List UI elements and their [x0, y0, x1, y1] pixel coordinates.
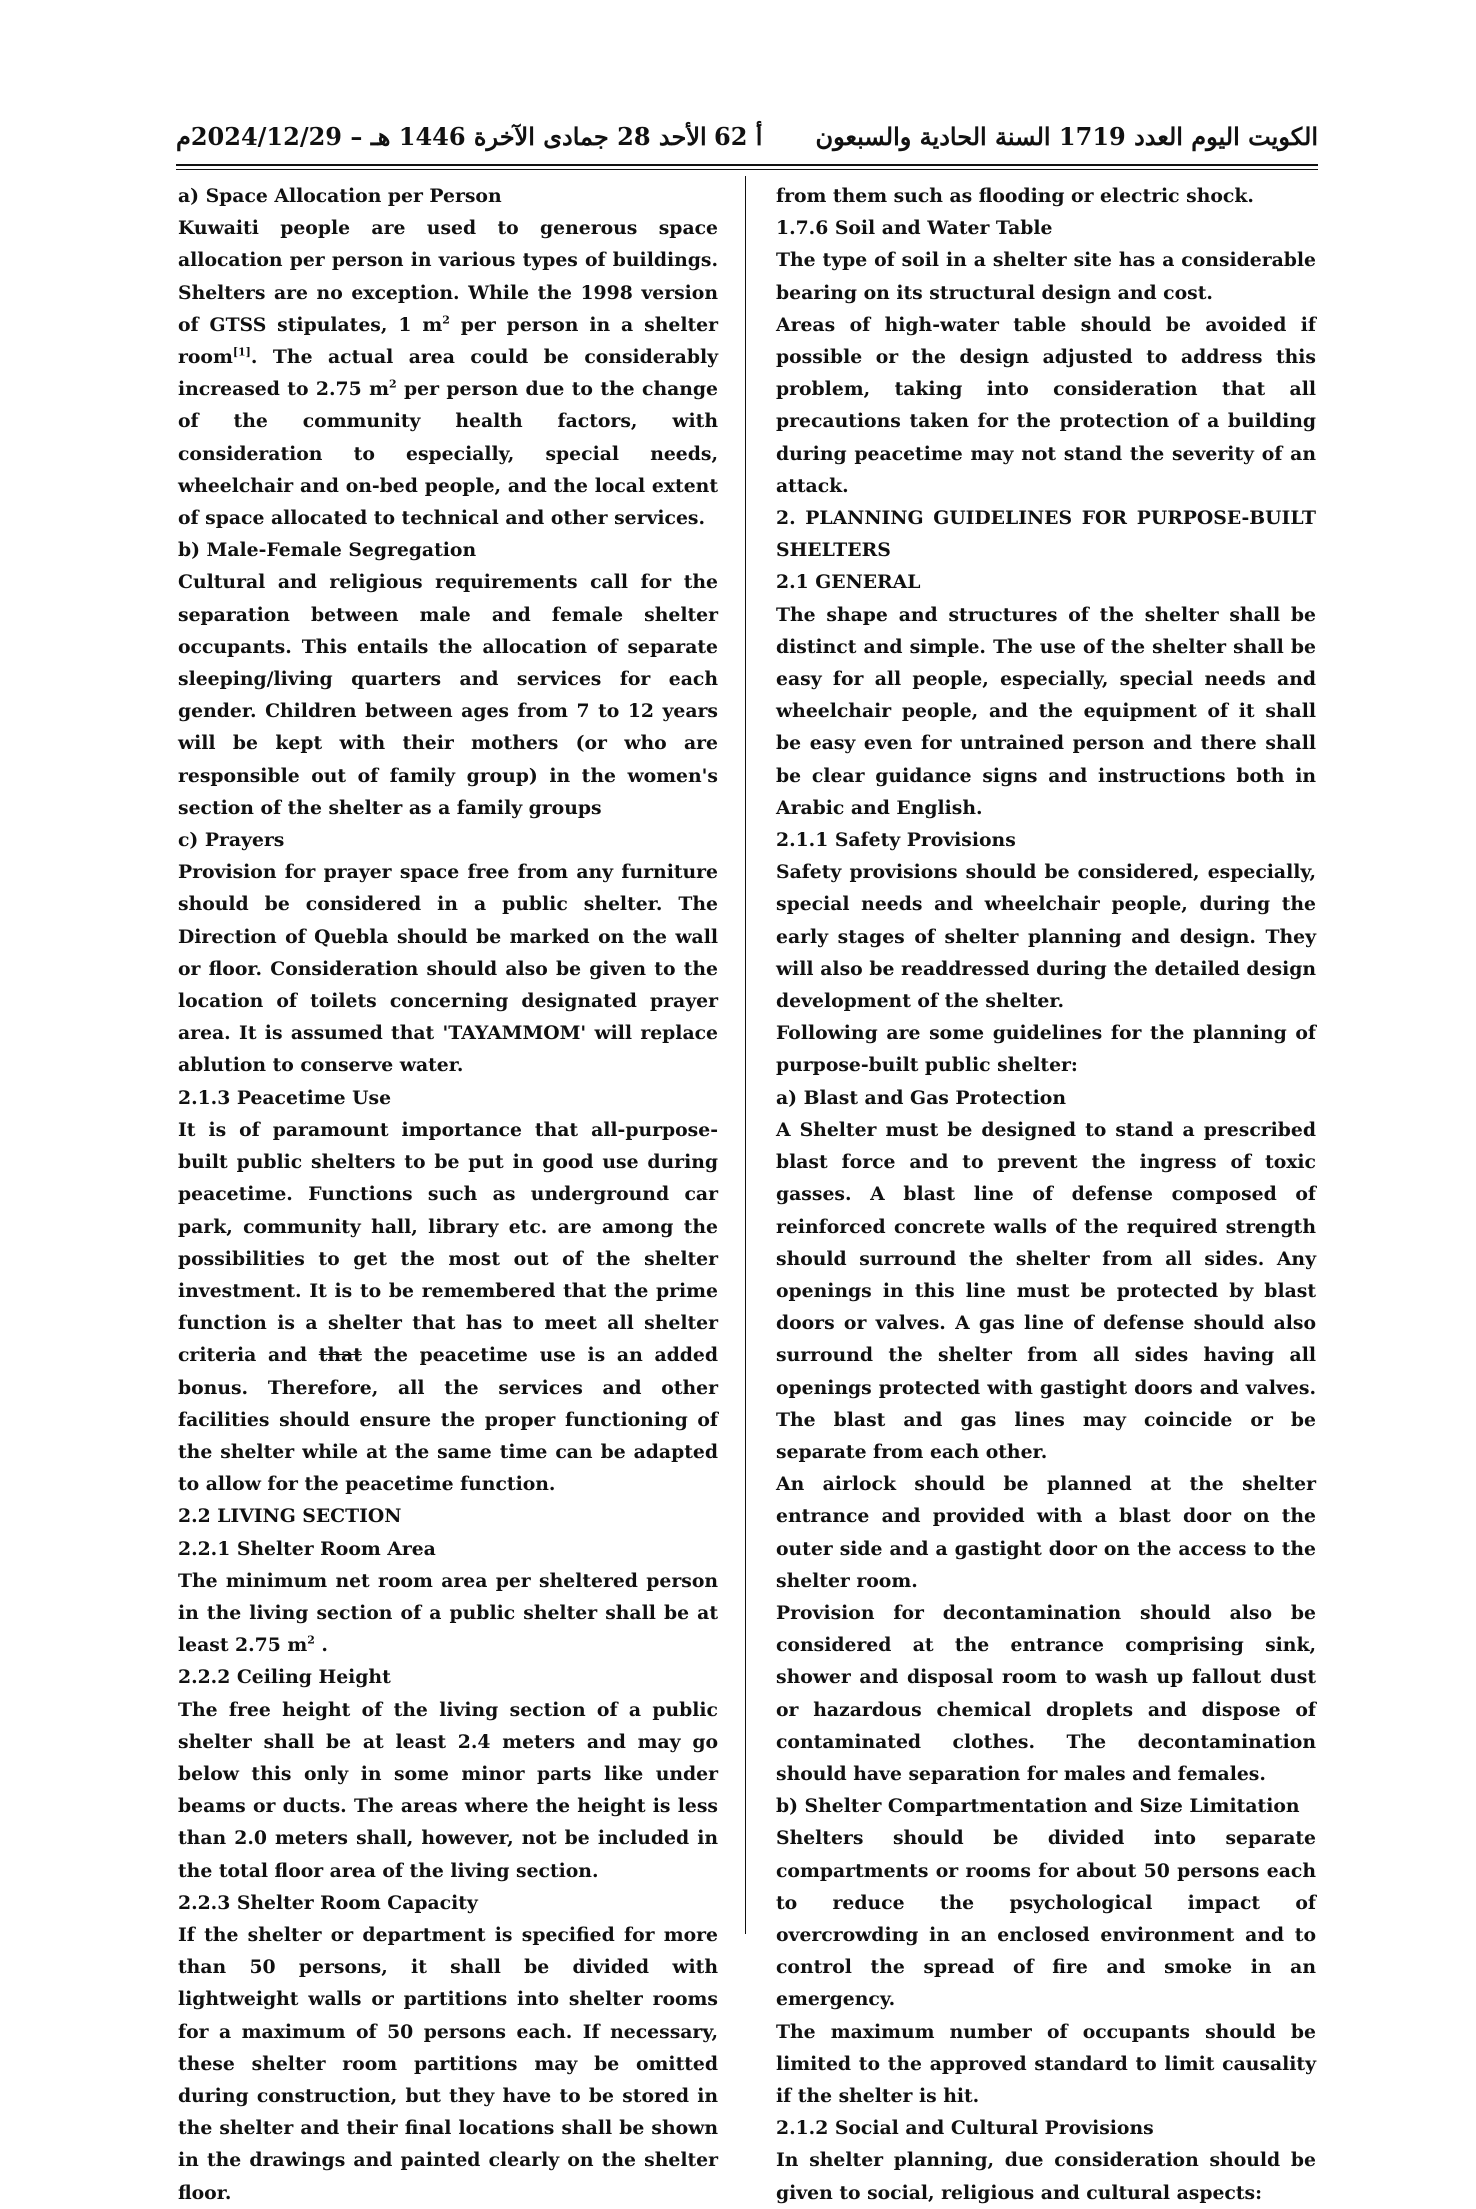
heading-social-cultural: 2.1.2 Social and Cultural Provisions	[776, 2117, 1154, 2140]
paragraph-general: The shape and structures of the shelter shall be distinct and simple. The use of the shelter shall be easy for all people, especially, special needs and wheelchair people, and the equipment of it shall be easy even for untrained person and there shall be clear guidance signs and instructions both in Arabic and English.	[776, 603, 1316, 819]
paragraph-social-cultural: In shelter planning, due consideration should be given to social, religious and cultural aspects:	[776, 2149, 1316, 2204]
heading-compartmentation: b) Shelter Compartmentation and Size Limitation	[776, 1795, 1300, 1818]
header-publication: الكويت اليوم العدد 1719 السنة الحادية والسبعون	[815, 122, 1318, 151]
paragraph-decontamination: Provision for decontamination should also be considered at the entrance comprising sink, shower and disposal room to wash up fallout dust or hazardous chemical droplets and dispose of contaminated clothes. The decontamination should have separation for males and females.	[776, 1601, 1316, 1785]
heading-ceiling-height: 2.2.2 Ceiling Height	[178, 1666, 391, 1689]
reference-1: [1]	[232, 345, 251, 359]
paragraph-water-table: Areas of high-water table should be avoided if possible or the design adjusted to address this problem, taking into consideration that all precautions taken for the protection of a building during peacetime may not stand the severity of an attack.	[776, 313, 1316, 497]
heading-segregation: b) Male-Female Segregation	[178, 539, 477, 562]
heading-peacetime-use: 2.1.3 Peacetime Use	[178, 1086, 392, 1109]
heading-blast-gas: a) Blast and Gas Protection	[776, 1086, 1066, 1109]
header-date: الأحد 28 جمادى الآخرة 1446 هـ – 2024/12/29م	[176, 122, 707, 151]
paragraph-room-capacity: If the shelter or department is specified for more than 50 persons, it shall be divided with lightweight walls or partitions into shelter rooms for a maximum of 50 persons each. If necessary, these shelter room partitions may be omitted during construction, but they have to be stored in the shelter and their final locations shall be shown in the drawings and painted clearly on the shelter floor.	[178, 1923, 718, 2204]
heading-room-area: 2.2.1 Shelter Room Area	[178, 1537, 436, 1560]
paragraph-peacetime-use: It is of paramount importance that all-purpose-built public shelters to be put in good use during peacetime. Functions such as underground car park, community hall, library etc. are among the possibilities to get the most out of the shelter investment. It is to be remembered that the prime function is a shelter that has to meet all shelter criteria and that the peacetime use is an added bonus. Therefore, all the services and other facilities should ensure the proper functioning of the shelter while at the same time can be adapted to allow for the peacetime function.	[178, 1118, 718, 1496]
heading-soil-water: 1.7.6 Soil and Water Table	[776, 217, 1053, 240]
heading-general: 2.1 GENERAL	[776, 571, 921, 594]
paragraph-continuation: from them such as flooding or electric shock.	[776, 185, 1254, 207]
header-rule-thick	[176, 164, 1318, 166]
column-divider	[745, 176, 746, 1934]
page-header	[176, 118, 1318, 164]
paragraph-prayers: Provision for prayer space free from any furniture should be considered in a public shelter. The Direction of Quebla should be marked on the wall or floor. Consideration should also be given to the location of toilets concerning designated prayer area. It is assumed that 'TAYAMMOM' will replace ablution to conserve water.	[178, 861, 718, 1077]
right-column	[776, 180, 1316, 2209]
heading-safety-provisions: 2.1.1 Safety Provisions	[776, 829, 1016, 852]
heading-room-capacity: 2.2.3 Shelter Room Capacity	[178, 1891, 478, 1914]
paragraph-space-allocation: Kuwaiti people are used to generous space allocation per person in various types of buildings. Shelters are no exception. While the 1998 version of GTSS stipulates, 1 $m^2$ per person in a shelter room[1]. The actual area could be considerably increased to 2.75 $m^2$ per person due to the change of the community health factors, with consideration to especially, special needs, wheelchair and on-bed people, and the local extent of space allocated to technical and other services.	[178, 217, 719, 530]
heading-space-allocation: a) Space Allocation per Person	[178, 185, 502, 207]
paragraph-segregation: Cultural and religious requirements call for the separation between male and female shelter occupants. This entails the allocation of separate sleeping/living quarters and services for each gender. Children between ages from 7 to 12 years will be kept with their mothers (or who are responsible out of family group) in the women's section of the shelter as a family groups	[178, 571, 718, 819]
paragraph-max-occupants: The maximum number of occupants should be limited to the approved standard to limit causality if the shelter is hit.	[776, 2020, 1316, 2107]
heading-prayers: c) Prayers	[178, 829, 285, 852]
header-page-number: أ 62	[714, 122, 763, 151]
paragraph-soil: The type of soil in a shelter site has a considerable bearing on its structural design and cost.	[776, 249, 1316, 304]
paragraph-guidelines-intro: Following are some guidelines for the planning of purpose-built public shelter:	[776, 1022, 1316, 1077]
left-column	[178, 180, 718, 2209]
heading-planning-guidelines: 2. PLANNING GUIDELINES FOR PURPOSE-BUILT SHELTERS	[776, 507, 1316, 562]
struck-word: that	[318, 1344, 362, 1367]
paragraph-ceiling-height: The free height of the living section of a public shelter shall be at least 2.4 meters and may go below this only in some minor parts like under beams or ducts. The areas where the height is less than 2.0 meters shall, however, not be included in the total floor area of the living section.	[178, 1698, 718, 1882]
heading-living-section: 2.2 LIVING SECTION	[178, 1505, 402, 1528]
paragraph-compartmentation: Shelters should be divided into separate compartments or rooms for about 50 persons each to reduce the psychological impact of overcrowding in an enclosed environment and to control the spread of fire and smoke in an emergency.	[776, 1827, 1316, 2011]
paragraph-airlock: An airlock should be planned at the shelter entrance and provided with a blast door on the outer side and a gastight door on the access to the shelter room.	[776, 1473, 1316, 1592]
paragraph-room-area: The minimum net room area per sheltered person in the living section of a public shelter shall be at least 2.75 $m^2$ .	[178, 1569, 718, 1657]
header-rule-thin	[176, 169, 1318, 170]
paragraph-blast-gas: A Shelter must be designed to stand a prescribed blast force and to prevent the ingress of toxic gasses. A blast line of defense composed of reinforced concrete walls of the required strength should surround the shelter from all sides. Any openings in this line must be protected by blast doors or valves. A gas line of defense should also surround the shelter from all sides having all openings protected with gastight doors and valves. The blast and gas lines may coincide or be separate from each other.	[776, 1118, 1316, 1463]
paragraph-safety-provisions: Safety provisions should be considered, especially, special needs and wheelchair people, during the early stages of shelter planning and design. They will also be readdressed during the detailed design development of the shelter.	[776, 861, 1316, 1013]
